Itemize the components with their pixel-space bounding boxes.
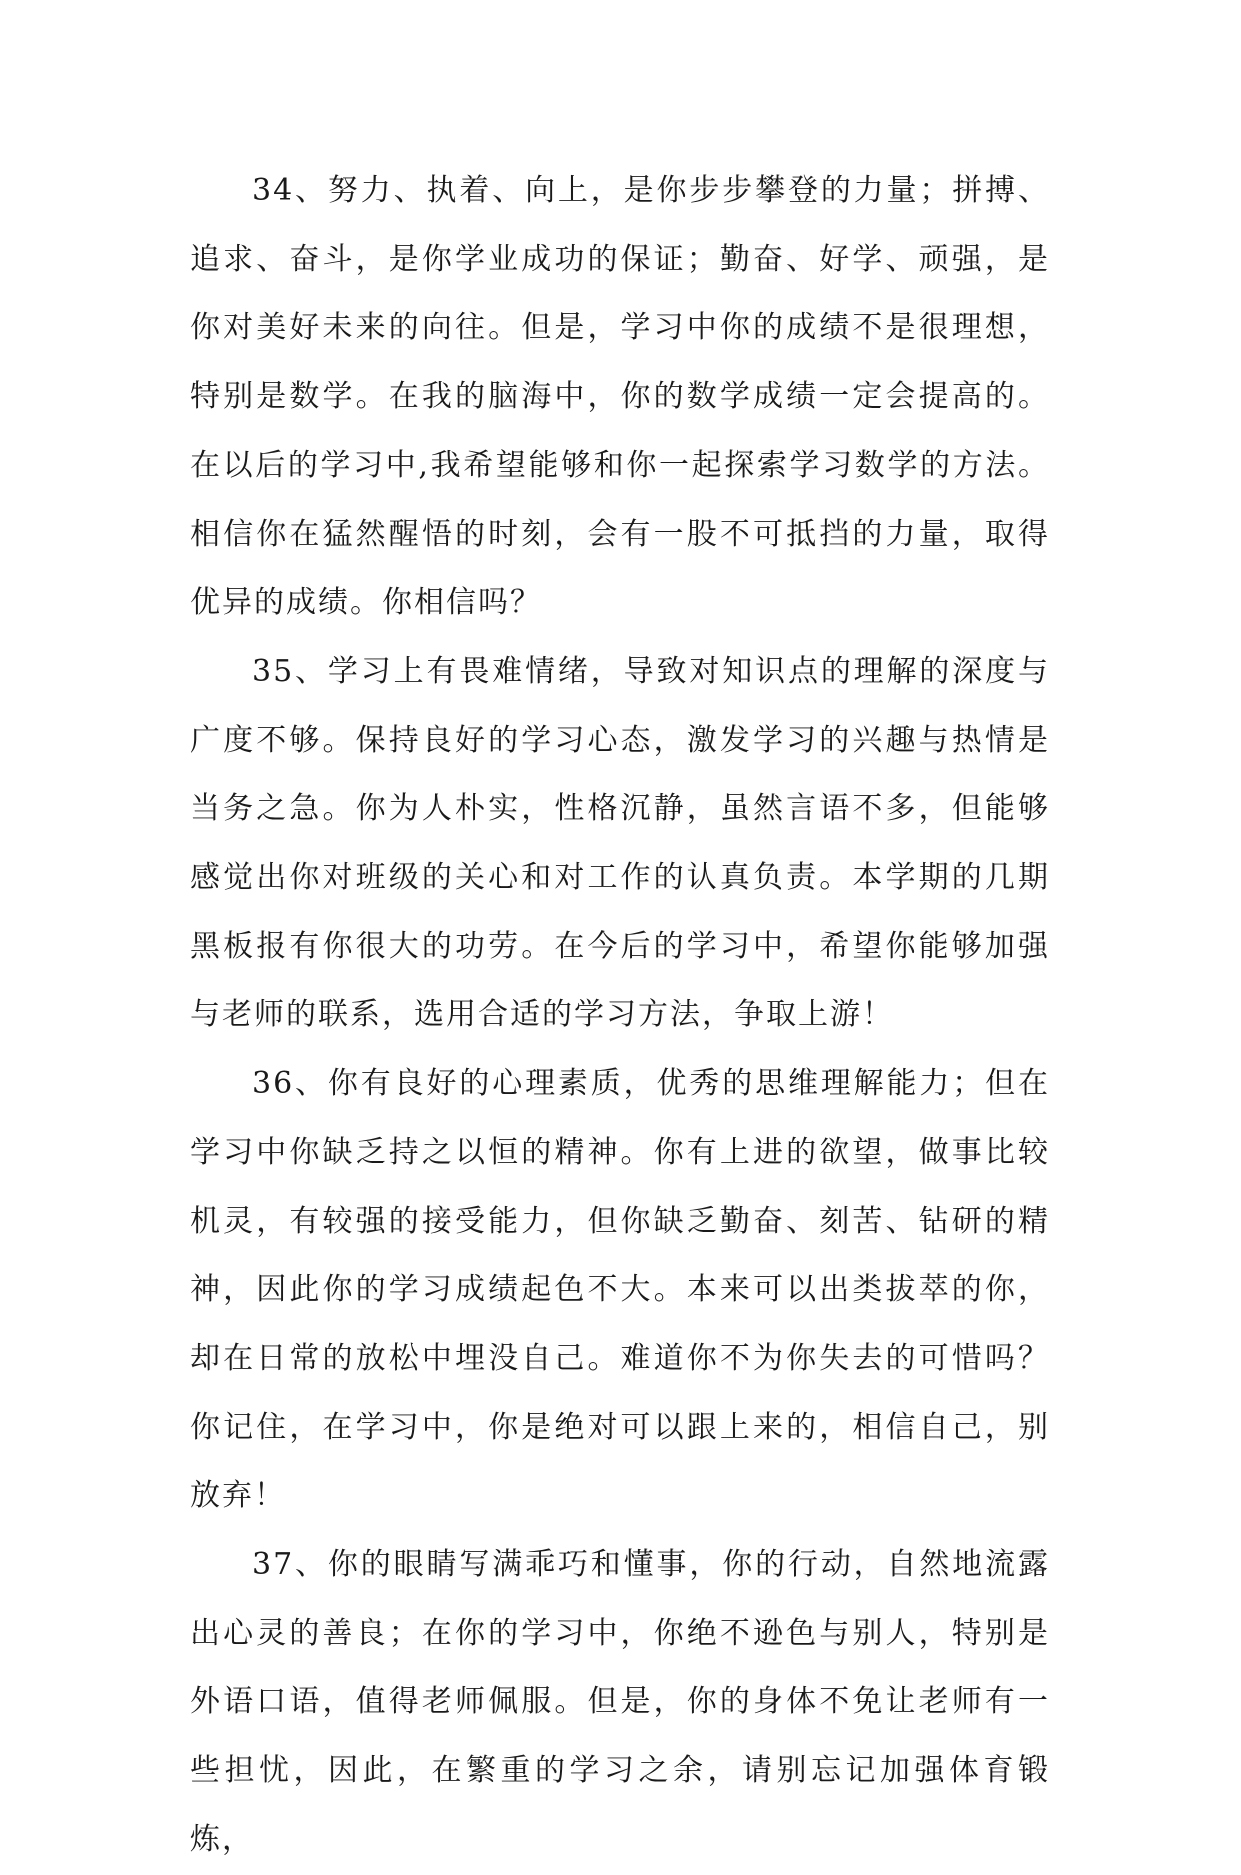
comment-paragraph-34: 34、努力、执着、向上，是你步步攀登的力量；拼搏、追求、奋斗，是你学业成功的保证；勤奋、好学、顽强，是你对美好未来的向往。但是，学习中你的成绩不是很理想，特别是数学。在我的脑海中，你的数学成绩一定会提高的。在以后的学习中,我希望能够和你一起探索学习数学的方法。相信你在猛然醒悟的时刻，会有一股不可抵挡的力量，取得优异的成绩。你相信吗？ [190, 173, 1050, 621]
comment-paragraph-36: 36、你有良好的心理素质，优秀的思维理解能力；但在学习中你缺乏持之以恒的精神。你有上进的欲望，做事比较机灵，有较强的接受能力，但你缺乏勤奋、刻苦、钻研的精神，因此你的学习成绩起色不大。本来可以出类拔萃的你，却在日常的放松中埋没自己。难道你不为你失去的可惜吗？你记住，在学习中，你是绝对可以跟上来的，相信自己，别放弃！ [190, 1066, 1050, 1514]
comment-paragraph-35: 35、学习上有畏难情绪，导致对知识点的理解的深度与广度不够。保持良好的学习心态，激发学习的兴趣与热情是当务之急。你为人朴实，性格沉静，虽然言语不多，但能够感觉出你对班级的关心和对工作的认真负责。本学期的几期黑板报有你很大的功劳。在今后的学习中，希望你能够加强与老师的联系，选用合适的学习方法，争取上游！ [190, 653, 1050, 1033]
comment-paragraph-37: 37、你的眼睛写满乖巧和懂事，你的行动，自然地流露出心灵的善良；在你的学习中，你绝不逊色与别人，特别是外语口语，值得老师佩服。但是，你的身体不免让老师有一些担忧，因此，在繁重的学习之余，请别忘记加强体育锻炼， [190, 1547, 1050, 1857]
document-body [190, 157, 1050, 1875]
